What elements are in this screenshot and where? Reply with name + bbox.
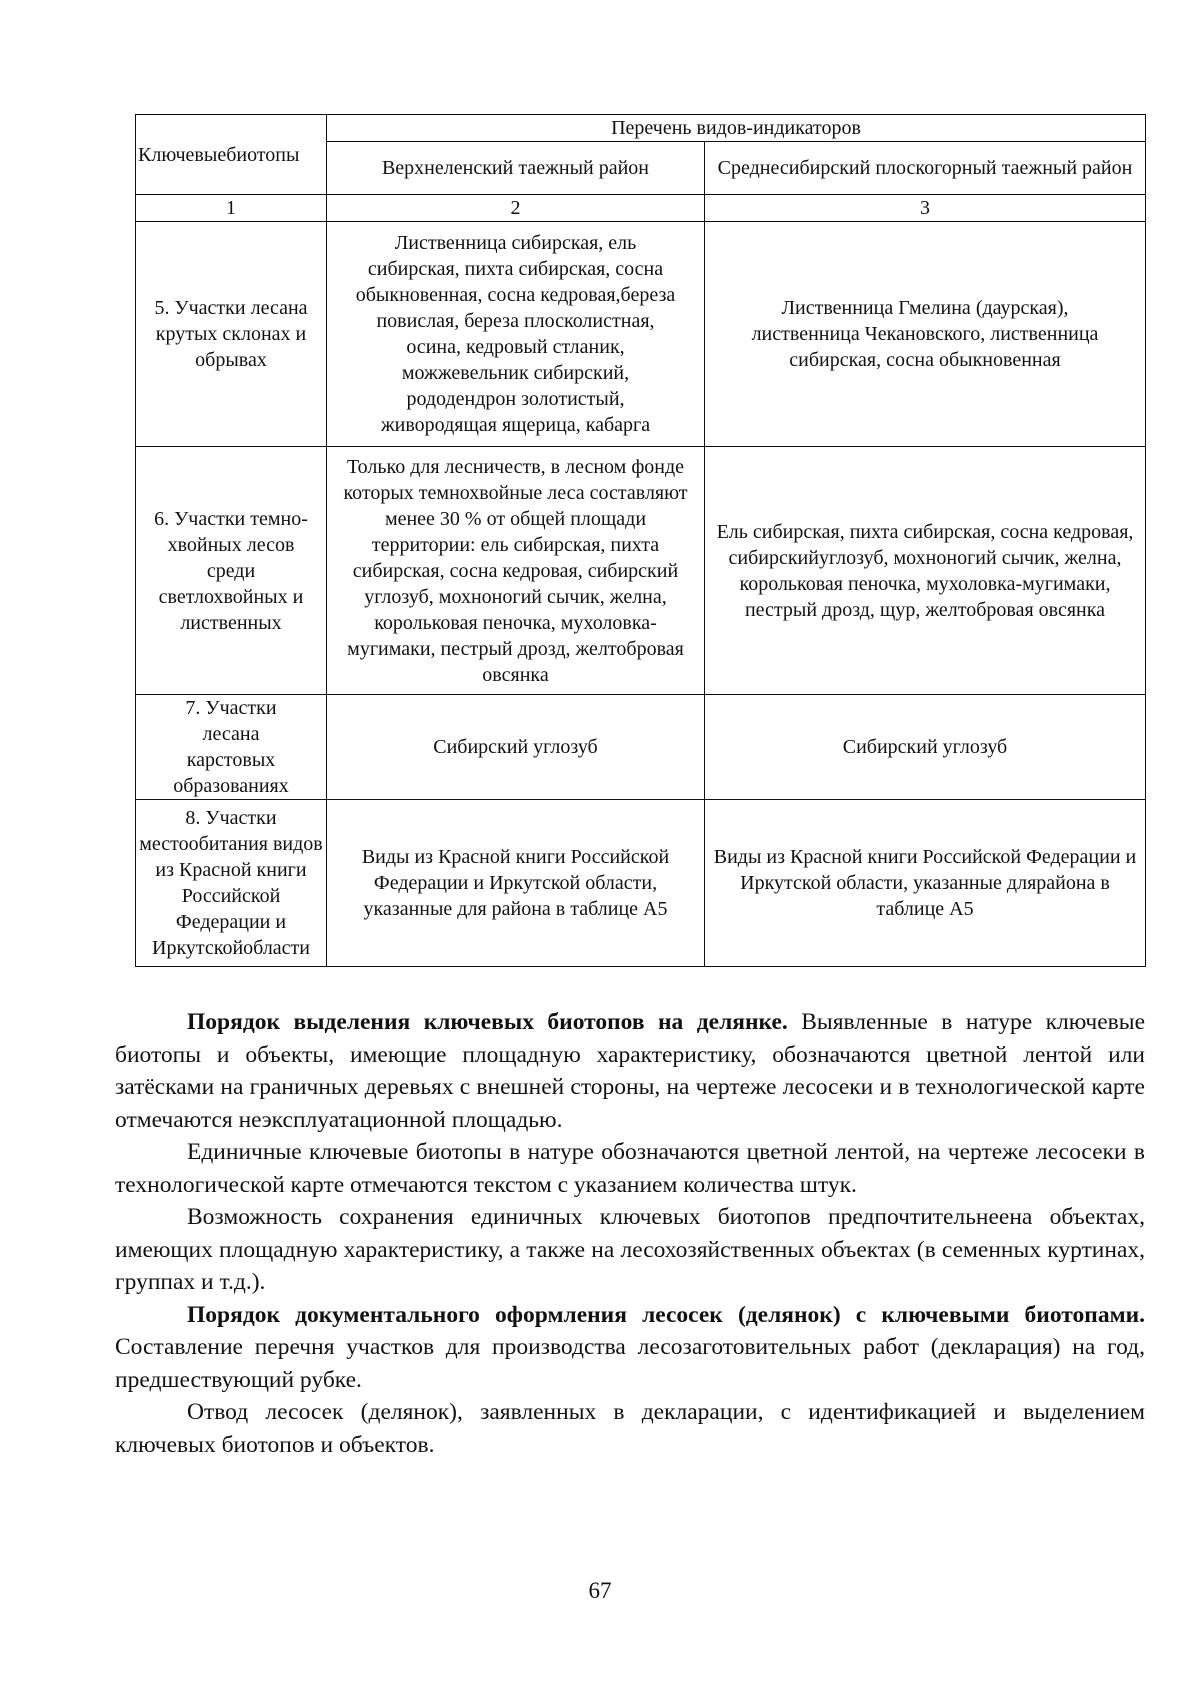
biotopes-table — [135, 114, 1146, 967]
table-row — [136, 222, 1146, 447]
page-number: 67 — [588, 1578, 612, 1603]
paragraph-text: Возможность сохранения единичных ключевых биотопов предпочтительнеена объектах, имеющих площадную характеристику, а также на лесохозяйственных объектах (в семенных куртинах, группах и т.д.). — [115, 1204, 1145, 1295]
biotope-cell: 5. Участки лесана крутых склонах и обрывах — [136, 222, 327, 447]
table-row — [136, 695, 1146, 800]
species-cell: Виды из Красной книги Российской Федерации и Иркутской области, указанные длярайона в таблице А5 — [705, 800, 1146, 967]
paragraph — [115, 1299, 1145, 1397]
col-number: 3 — [705, 195, 1146, 222]
paragraph — [115, 1136, 1145, 1201]
table-row — [136, 447, 1146, 695]
paragraph-heading: Порядок выделения ключевых биотопов на делянке. — [187, 1009, 788, 1035]
paragraph-text: Единичные ключевые биотопы в натуре обозначаются цветной лентой, на чертеже лесосеки в технологической карте отмечаются текстом с указанием количества штук. — [115, 1139, 1145, 1198]
biotope-cell: 6. Участки темно-хвойных лесов среди светлохвойных и лиственных — [136, 447, 327, 695]
biotope-cell: 8. Участки местообитания видов из Красной книги Российской Федерации и Иркутскойобласти — [136, 800, 327, 967]
paragraph — [115, 1201, 1145, 1299]
paragraph — [115, 1006, 1145, 1136]
group-header: Перечень видов-индикаторов — [327, 115, 1146, 142]
column-number-row — [136, 195, 1146, 222]
paragraph-text: Составление перечня участков для производства лесозаготовительных работ (декларация) на год, предшествующий рубке. — [115, 1334, 1145, 1393]
species-cell: Сибирский углозуб — [705, 695, 1146, 800]
species-cell: Только для лесничеств, в лесном фонде которых темнохвойные леса составляют менее 30 % от общей площади территории: ель сибирская, пихта сибирская, сосна кедровая, сибирский углозуб, мохноногий сычик, желна, корольковая пеночка, мухоловка-мугимаки, пестрый дрозд, желтобровая овсянка — [327, 447, 705, 695]
col-number: 2 — [327, 195, 705, 222]
species-cell: Лиственница Гмелина (даурская), лиственница Чекановского, лиственница сибирская, сосна обыкновенная — [705, 222, 1146, 447]
table-row — [136, 800, 1146, 967]
col3-header: Среднесибирский плоскогорный таежный район — [705, 142, 1146, 195]
col-number: 1 — [136, 195, 327, 222]
table-header-row — [136, 115, 1146, 142]
body-text — [115, 1006, 1145, 1461]
col2-header: Верхнеленский таежный район — [327, 142, 705, 195]
col1-header: Ключевыебиотопы — [136, 115, 327, 195]
paragraph-text: Выявленные в натуре ключевые биотопы и объекты, имеющие площадную характеристику, обозначаются цветной лентой или затёсками на граничных деревьях с внешней стороны, на чертеже лесосеки и в технологической карте отмечаются неэксплуатационной площадью. — [115, 1009, 1145, 1133]
species-cell: Лиственница сибирская, ель сибирская, пихта сибирская, сосна обыкновенная, сосна кедровая,береза повислая, береза плосколистная, осина, кедровый стланик, можжевельник сибирский, рододендрон золотистый, живородящая ящерица, кабарга — [327, 222, 705, 447]
paragraph-heading: Порядок документального оформления лесосек (делянок) с ключевыми биотопами. — [187, 1301, 1145, 1328]
species-cell: Сибирский углозуб — [327, 695, 705, 800]
paragraph — [115, 1396, 1145, 1461]
species-cell: Виды из Красной книги Российской Федерации и Иркутской области, указанные для района в таблице А5 — [327, 800, 705, 967]
biotope-cell: 7. Участки лесана карстовых образованиях — [136, 695, 327, 800]
species-cell: Ель сибирская, пихта сибирская, сосна кедровая, сибирскийуглозуб, мохноногий сычик, желна, корольковая пеночка, мухоловка-мугимаки, пестрый дрозд, щур, желтобровая овсянка — [705, 447, 1146, 695]
paragraph-text: Отвод лесосек (делянок), заявленных в декларации, с идентификацией и выделением ключевых биотопов и объектов. — [115, 1399, 1145, 1458]
